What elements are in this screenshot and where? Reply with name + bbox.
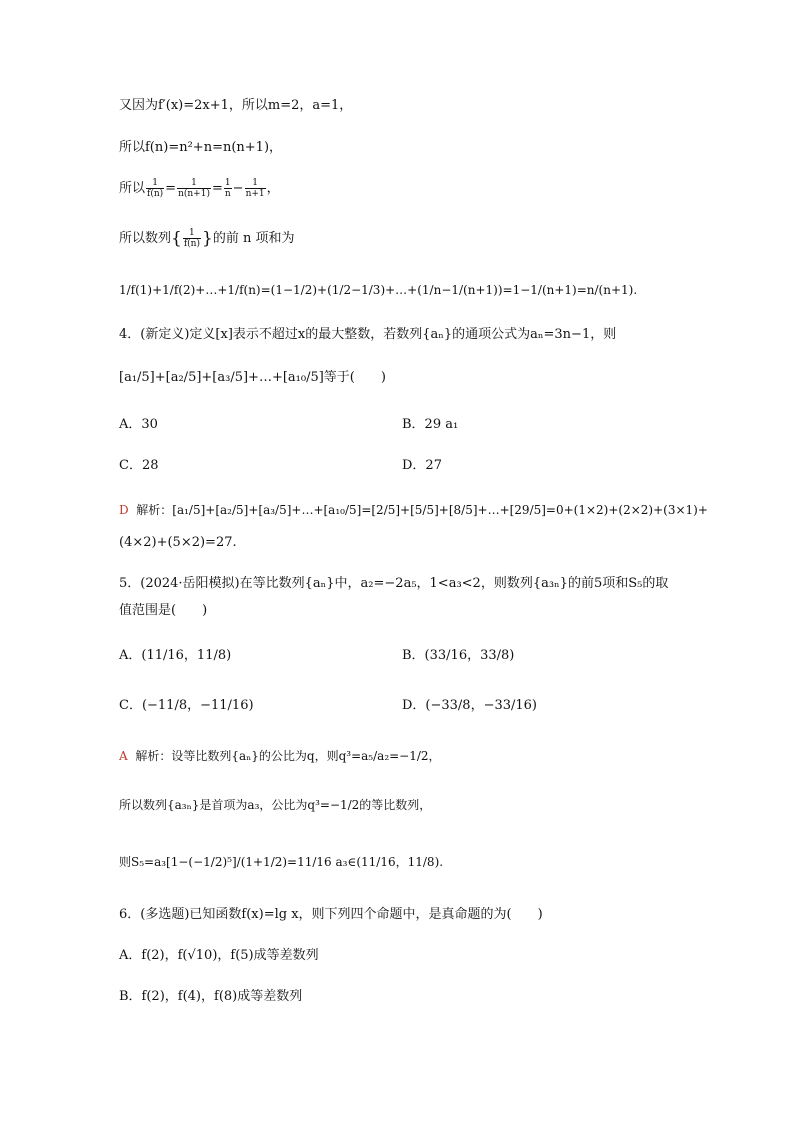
denominator: f(n) [147, 189, 164, 199]
q4-option-b[interactable]: B．29 a₁ [402, 417, 459, 432]
answer-letter: A [119, 749, 128, 763]
q4-expression: [a₁/5]+[a₂/5]+[a₃/5]+…+[a₁₀/5]等于( ) [119, 370, 386, 385]
q4-answer [119, 500, 708, 520]
q5-option-a[interactable]: A．(11/16，11/8) [119, 648, 232, 663]
q5-solution-line1: 解析：设等比数列{aₙ}的公比为q，则q³=a₅/a₂=−1/2， [135, 749, 441, 763]
q5-option-b[interactable]: B．(33/16，33/8) [402, 648, 515, 663]
numerator: 1 [177, 178, 211, 189]
q5-solution-line3: 则S₅=a₃[1−(−1/2)⁵]/(1+1/2)=11/16 a₃∈(11/16，11/8). [119, 855, 444, 869]
q4-solution-line1: 解析：[a₁/5]+[a₂/5]+[a₃/5]+…+[a₁₀/5]=[2/5]+[5/5]+[8/5]+…+[29/5]=0+(1×2)+(2×2)+(3×1)+ [136, 503, 708, 517]
denominator: n(n+1) [178, 189, 210, 199]
fraction [146, 178, 164, 199]
q4-option-a[interactable]: A．30 [119, 417, 158, 432]
denominator: f(n) [183, 239, 200, 249]
answer-letter: D [119, 503, 129, 517]
denominator: n [224, 189, 231, 199]
line-4-prefix: 所以数列 [119, 231, 172, 246]
minus-sign: − [232, 181, 244, 196]
numerator: 1 [245, 178, 266, 189]
q4-solution-line2: (4×2)+(5×2)=27. [119, 535, 237, 550]
line-4 [119, 228, 294, 249]
line-4-suffix: 的前 n 项和为 [212, 231, 295, 246]
q4-stem: 4．(新定义)定义[x]表示不超过x的最大整数，若数列{aₙ}的通项公式为aₙ=3n−1，则 [119, 327, 617, 342]
line-3-end: ， [266, 181, 280, 196]
q4-option-c[interactable]: C．28 [119, 458, 159, 473]
fraction [177, 178, 211, 199]
line-3 [119, 178, 280, 199]
fraction [245, 178, 266, 199]
q5-option-d[interactable]: D．(−33/8，−33/16) [402, 698, 538, 713]
line-2: 所以f(n)=n²+n=n(n+1)， [119, 140, 283, 155]
q5-solution-line2: 所以数列{a₃ₙ}是首项为a₃，公比为q³=−1/2的等比数列， [119, 798, 432, 812]
q6-option-a[interactable]: A．f(2)，f(√10)，f(5)成等差数列 [119, 948, 319, 963]
fraction [183, 228, 201, 249]
fraction [224, 178, 232, 199]
q6-option-b[interactable]: B．f(2)，f(4)，f(8)成等差数列 [119, 989, 303, 1004]
denominator: n+1 [245, 189, 265, 199]
line-1: 又因为f′(x)=2x+1，所以m=2，a=1， [119, 98, 353, 113]
equals-sign: = [211, 181, 223, 196]
q6-stem: 6．(多选题)已知函数f(x)=lg x，则下列四个命题中，是真命题的为( ) [119, 907, 543, 922]
numerator: 1 [146, 178, 164, 189]
numerator: 1 [224, 178, 231, 188]
line-3-prefix: 所以 [119, 181, 146, 196]
q5-stem-line2: 值范围是( ) [119, 603, 208, 618]
numerator: 1 [183, 228, 201, 239]
q5-answer [119, 746, 441, 766]
equals-sign: = [165, 181, 177, 196]
q5-option-c[interactable]: C．(−11/8，−11/16) [119, 698, 254, 713]
line-5-sum: 1/f(1)+1/f(2)+…+1/f(n)=(1−1/2)+(1/2−1/3)+…+(1/n−1/(n+1))=1−1/(n+1)=n/(n+1). [119, 283, 638, 297]
q5-stem-line1: 5．(2024·岳阳模拟)在等比数列{aₙ}中，a₂=−2a₅，1<a₃<2，则数列{a₃ₙ}的前5项和S₅的取 [119, 576, 669, 591]
right-brace-icon: } [202, 228, 213, 249]
q4-option-d[interactable]: D．27 [402, 458, 442, 473]
left-brace-icon: { [171, 228, 182, 249]
